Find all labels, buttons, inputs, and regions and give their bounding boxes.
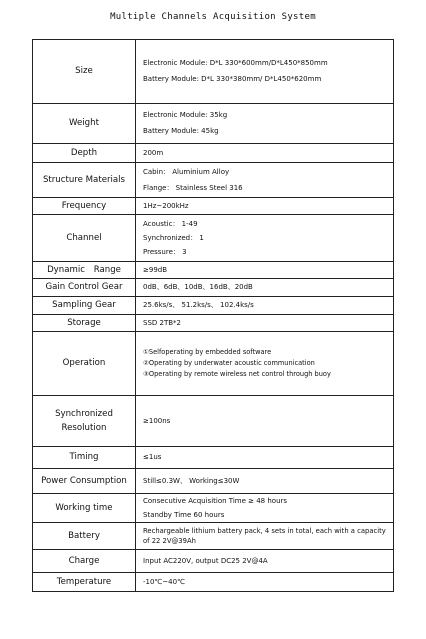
value-line: Synchronized： 1 [143,233,204,242]
row-key: Weight [33,104,136,144]
row-synchronized-resolution [33,396,394,447]
value-line: Still≤0.3W、 Working≤30W [143,476,240,485]
row-dynamic-range [33,262,394,279]
row-value [136,163,394,198]
row-value [136,40,394,104]
value-line: ②Operating by underwater acoustic communication [143,359,315,367]
row-sampling-gear [33,297,394,315]
row-value [136,469,394,494]
row-key: Frequency [33,198,136,215]
row-value [136,215,394,262]
value-line: 0dB、6dB、10dB、16dB、20dB [143,283,253,291]
row-key-line: Resolution [61,422,107,433]
row-key-line: Synchronized [55,408,113,419]
row-key: Charge [33,550,136,573]
row-value [136,494,394,523]
row-working-time [33,494,394,523]
document-title: Multiple Channels Acquisition System [110,12,316,22]
row-gain-control-gear [33,279,394,297]
row-operation [33,332,394,396]
value-line: Standby Time 60 hours [143,510,225,519]
value-line: 25.6ks/s、 51.2ks/s、 102.4ks/s [143,301,254,309]
spec-table [32,39,394,592]
row-value [136,279,394,297]
row-value [136,447,394,469]
value-line: 200m [143,148,164,157]
row-temperature [33,573,394,592]
row-value [136,573,394,592]
value-line: SSD 2TB*2 [143,318,181,327]
row-weight [33,104,394,144]
row-key: Sampling Gear [33,297,136,315]
value-line: ③Operating by remote wireless net control through buoy [143,370,331,378]
value-line: ≥99dB [143,265,168,274]
row-size [33,40,394,104]
value-line: Flange： Stainless Steel 316 [143,183,243,192]
row-battery [33,523,394,550]
row-depth [33,144,394,163]
row-timing [33,447,394,469]
row-key: Temperature [33,573,136,592]
row-key: Structure Materials [33,163,136,198]
row-value [136,104,394,144]
value-line: Battery Module: 45kg [143,127,219,135]
value-line: 1Hz~200kHz [143,201,189,210]
row-key: Working time [33,494,136,523]
row-structure-materials [33,163,394,198]
value-line: ≤1us [143,453,162,461]
row-value [136,297,394,315]
row-value [136,262,394,279]
value-line: Battery Module: D*L 330*380mm/ D*L450*620mm [143,75,322,83]
row-frequency [33,198,394,215]
value-line: ≥100ns [143,416,171,425]
row-value [136,144,394,163]
row-key: Power Consumption [33,469,136,494]
row-value [136,315,394,332]
row-key: Channel [33,215,136,262]
value-line: Input AC220V, output DC25 2V@4A [143,556,268,565]
row-charge [33,550,394,573]
row-key: Battery [33,523,136,550]
row-key: Timing [33,447,136,469]
row-channel [33,215,394,262]
value-line: Acoustic： 1-49 [143,219,198,228]
value-line: Pressure： 3 [143,247,187,256]
row-key: Operation [33,332,136,396]
row-key: Storage [33,315,136,332]
row-value [136,396,394,447]
row-key: Dynamic Range [33,262,136,279]
row-key: Gain Control Gear [33,279,136,297]
value-line: Rechargeable lithium battery pack, 4 sets in total, each with a capacity of 22 2V@39Ah [143,527,386,545]
value-line: ①Selfoperating by embedded software [143,348,272,356]
row-value [136,332,394,396]
row-value [136,523,394,550]
row-value [136,198,394,215]
value-line: -10℃~40℃ [143,577,185,586]
value-line: Cabin： Aluminium Alloy [143,167,230,176]
value-line: Consecutive Acquisition Time ≥ 48 hours [143,496,288,505]
row-value [136,550,394,573]
row-key [33,396,136,447]
value-line: Electronic Module: D*L 330*600mm/D*L450*850mm [143,59,328,67]
value-line: Electronic Module: 35kg [143,111,228,119]
row-storage [33,315,394,332]
row-key: Size [33,40,136,104]
row-key: Depth [33,144,136,163]
row-power-consumption [33,469,394,494]
